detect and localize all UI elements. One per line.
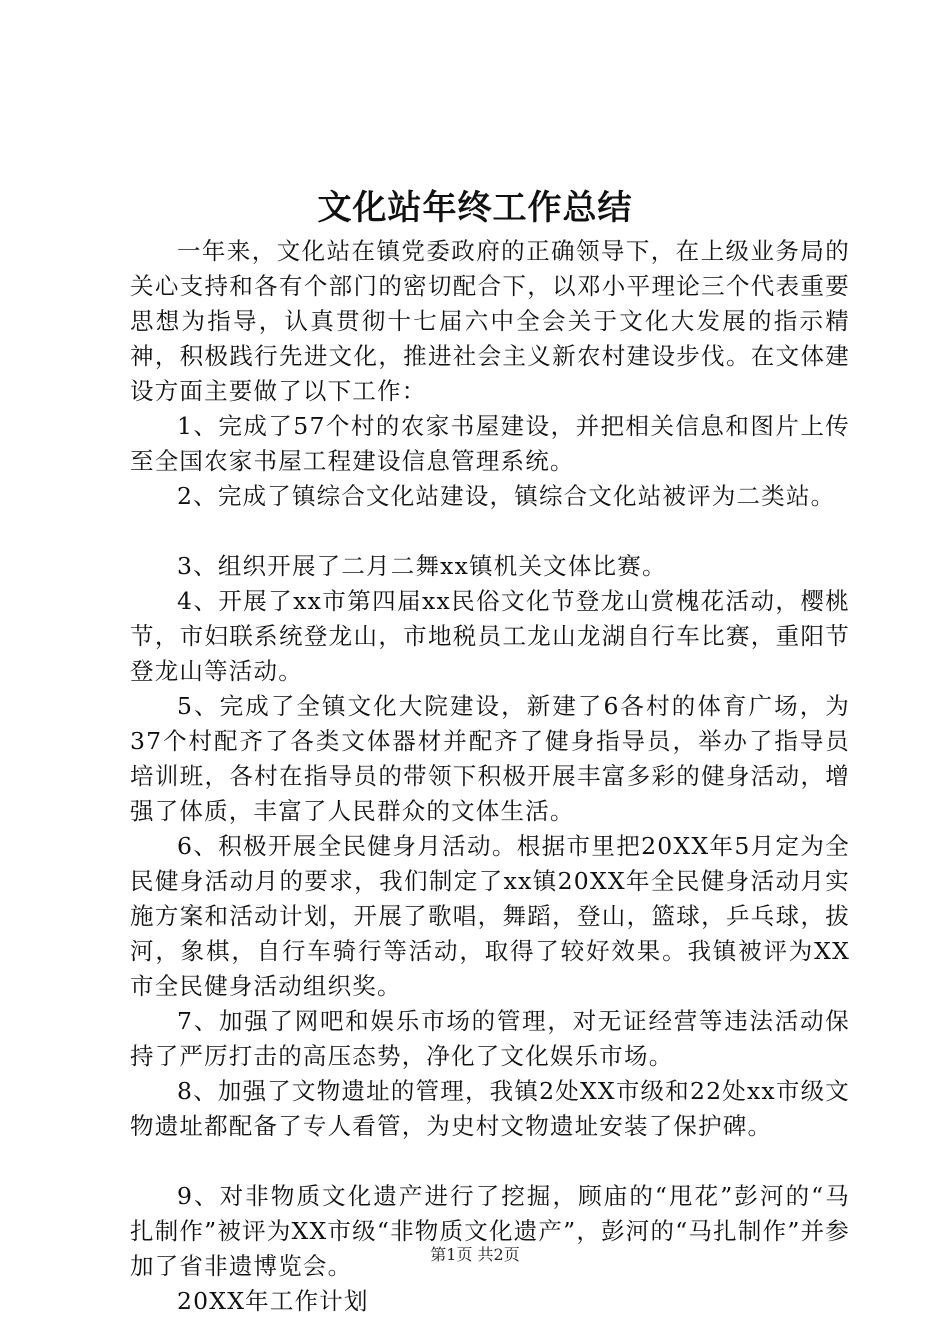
- item-paragraph-7: 7、加强了网吧和娱乐市场的管理，对无证经营等违法活动保持了严厉打击的高压态势，净化了文化娱乐市场。: [130, 1007, 850, 1070]
- item-paragraph-4: 4、开展了xx市第四届xx民俗文化节登龙山赏槐花活动，樱桃节，市妇联系统登龙山，市地税员工龙山龙湖自行车比赛，重阳节登龙山等活动。: [130, 587, 850, 685]
- item-paragraph-9: 9、对非物质文化遗产进行了挖掘，顾庙的“甩花”彭河的“马扎制作”被评为XX市级“非物质文化遗产”，彭河的“马扎制作”并参加了省非遗博览会。: [130, 1182, 850, 1280]
- document-body: [130, 234, 850, 1319]
- plan-heading: 20XX年工作计划: [177, 1287, 369, 1315]
- intro-paragraph: 一年来，文化站在镇党委政府的正确领导下，在上级业务局的关心支持和各有个部门的密切配合下，以邓小平理论三个代表重要思想为指导，认真贯彻十七届六中全会关于文化大发展的指示精神，积极践行先进文化，推进社会主义新农村建设步伐。在文体建设方面主要做了以下工作：: [130, 237, 850, 405]
- item-paragraph-6: 6、积极开展全民健身月活动。根据市里把20XX年5月定为全民健身活动月的要求，我们制定了xx镇20XX年全民健身活动月实施方案和活动计划，开展了歌唱，舞蹈，登山，篮球，乒乓球，拔河，象棋，自行车骑行等活动，取得了较好效果。我镇被评为XX市全民健身活动组织奖。: [130, 832, 850, 1000]
- document-title: 文化站年终工作总结: [317, 188, 633, 228]
- item-paragraph-1: 1、完成了57个村的农家书屋建设，并把相关信息和图片上传至全国农家书屋工程建设信息管理系统。: [130, 412, 850, 475]
- item-paragraph-3: 3、组织开展了二月二舞xx镇机关文体比赛。: [177, 552, 667, 580]
- item-paragraph-2: 2、完成了镇综合文化站建设，镇综合文化站被评为二类站。: [177, 482, 836, 510]
- item-paragraph-8: 8、加强了文物遗址的管理，我镇2处XX市级和22处xx市级文物遗址都配备了专人看管，为史村文物遗址安装了保护碑。: [130, 1077, 850, 1140]
- page-number-footer: 第1页 共2页: [430, 1245, 520, 1264]
- item-paragraph-5: 5、完成了全镇文化大院建设，新建了6各村的体育广场，为37个村配齐了各类文体器材并配齐了健身指导员，举办了指导员培训班，各村在指导员的带领下积极开展丰富多彩的健身活动，增强了体质，丰富了人民群众的文体生活。: [130, 692, 850, 825]
